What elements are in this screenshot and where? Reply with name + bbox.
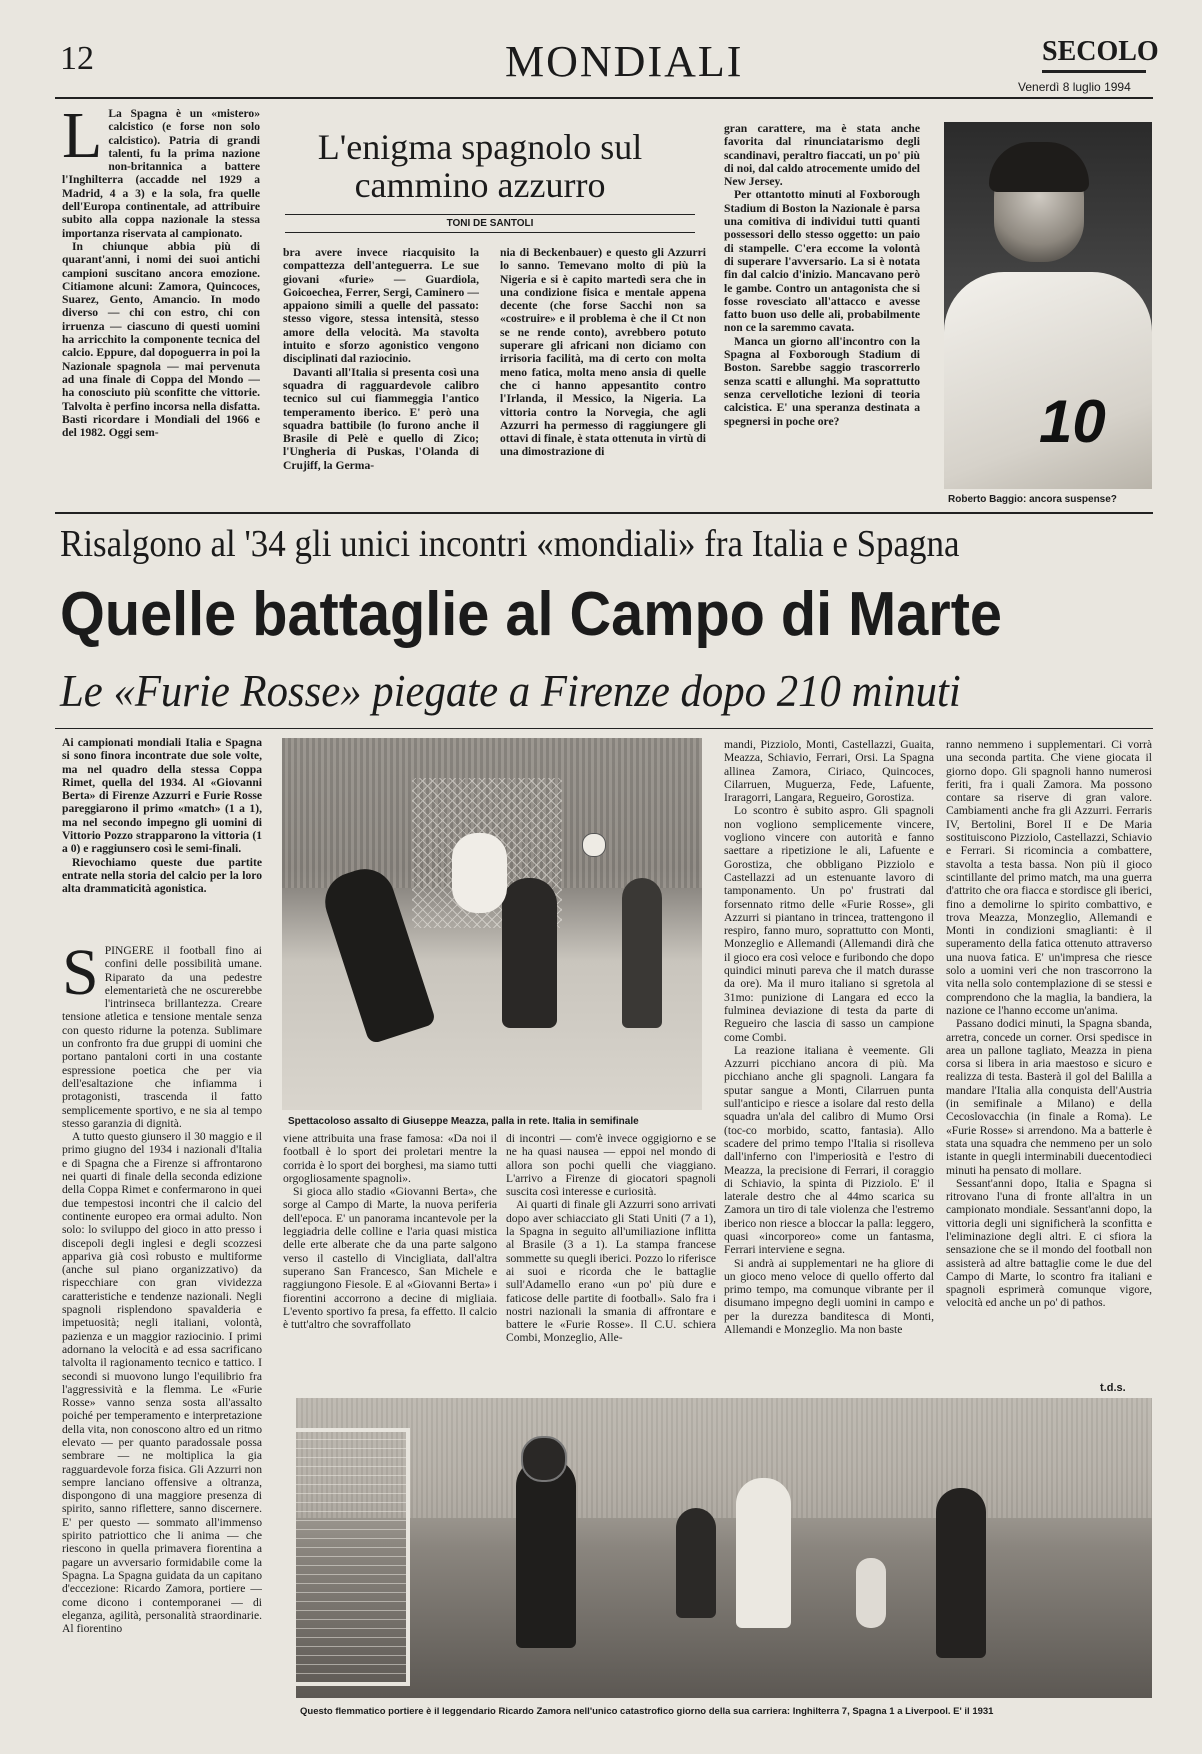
top-bottom-rule [55,512,1153,514]
stadium-crowd [296,1398,1152,1518]
main-col4-text-3: La reazione italiana è veemente. Gli Azzurri picchiano ancora di più. Ma picchiano anche gli spagnoli. Langara fa sputar sangue a Monti, Cilarruen punta sull'anticipo e riesce a isolare dal resto della squadra un'ala del calibro di Mumo Orsi (toc-co morbido, scatto, fantasia). Allo scadere del primo tempo l'Italia si risolleva dall'inferno con l'imperiosità e l'estro di Meazza, la precisione di Ferrari, il coraggio di Schiavio, la spinta di Pizziolo. E' il laterale destro che al 44mo scarica su Zamora un tiro di tale violenza che l'estremo iberico non riesce a bloccar la palla: leggero, quasi «incorporeo» come un fantasma, Ferrari interviene e segna. [724,1043,934,1257]
player-far-1 [856,1558,886,1628]
player-dark-3 [676,1508,716,1618]
main-col4 [724,738,934,1370]
main-col5-text-3: Sessant'anni dopo, Italia e Spagna si ritrovano l'una di fronte all'altra in un campionato mondiale. Sessant'anni dopo, la vittoria degli uni significherà la sconfitta e l'eliminazione degli altri. E ci sfiora la sensazione che se il mondo del football non assisterà ad altre battaglie come le due del Campo di Marte, lo scontro fra italiani e spagnoli esprimerà comunque vigore, velocità ed anche un po' di pathos. [946,1176,1152,1310]
section-title: MONDIALI [505,37,744,86]
shirt-number: 10 [1039,388,1106,455]
masthead-rule [55,97,1153,99]
goalkeeper-ball [521,1436,567,1482]
top-col3-text: nia di Beckenbauer) e questo gli Azzurri lo sanno. Temevano molto di più la Nigeria e si è capito martedì sera che in una condizione fisica e mentale appena decente (che forse Sacchi non sa «costruire» e il problema è che il Ct non se ne rende conto), avrebbero potuto superare gli africani non diciamo con irrisoria facilità, ma di certo con molta meno fatica, molta meno ansia di quelle che ci hanno appesantito contro l'Irlanda, il Messico, la Nigeria. La vittoria contro la Norvegia, che agli Azzurri ha permesso di raggiungere gli ottavi di finale, è stata ottenuta in virtù di una dimostrazione di [500,246,706,459]
main-col1-text-2: A tutto questo giunsero il 30 maggio e il primo giugno del 1934 i nazionali d'Italia e di Spagna che a Firenze si affrontarono nei quarti di finale della seconda edizione della Coppa Rimet e confermarono in quei due tempestosi incontri che il calcio del continente europeo era ormai adulto. Non solo: lo sviluppo del gioco in atto presso i discepoli degli inglesi e degli scozzesi appariva già così robusto e multiforme (anche sul piano organizzativo) da rispecchiare con gran vividezza caratteristiche e tendenze nazionali. Negli spagnoli risplendono spavalderia e impetuosità; negli italiani, volontà, pazienza e un maggior raziocinio. I primi adornano la velocità e ad essa sacrificano talvolta il ragionamento tecnico e tattico. I secondi si muovono lungo l'equilibrio fra l'aggressività e la flemma. Le «Furie Rosse» vanno senza sosta all'assalto poiché per temperamento e interpretazione della vita, non conoscono altro ed un ritmo elevato — per quanto paradossale possa sembrare — ne moltiplica la gia ragguardevole forza fisica. Gli Azzurri non sempre lanciano offensive a oltranza, dispongono di una maggiore presenza di spirito, sanno riflettere, sanno discernere. E' per questo — sommato all'immenso spirito patriottico che li anima — che riescono in quella primavera fiorentina a pagare un avversario formidabile come la Spagna. La Spagna guidata da un capitano d'eccezione: Ricardo Zamora, portiere — come dicono i contemporanei — di eleganza, agilità, personalità straordinarie. Al fiorentino [62,1130,262,1636]
player-hair [989,142,1089,192]
player-shirt [944,272,1152,489]
baggio-photo [944,122,1152,489]
player-dark-2 [502,878,557,1028]
top-lead-text: La Spagna è un «mistero» calcistico (e forse non solo calcistico). Patria di grandi talenti, fu la prima nazione non-britannica a battere l'Inghilterra (accadde nel 1929 a Madrid, 4 a 3) e la sola, fra quelle dell'Europa continentale, ad attribuire subito alla coppa nazionale la stessa importanza riservata al campionato. [62,107,260,240]
top-byline-rule [285,232,695,233]
baggio-caption: Roberto Baggio: ancora suspense? [948,494,1117,505]
main-col2-text-2: Si gioca allo stadio «Giovanni Berta», che sorge al Campo di Marte, la nuova periferia dell'epoca. E' un panorama incantevole per la leggiadria delle colline e l'aria quasi mistica delle erte alberate che da una parte salgono verso il castello di Vincigliata, dall'altra superano San Francesco, San Michele e raggiungono Fiesole. E al «Giovanni Berta» i fiorentini accorrono a decine di migliaia. L'evento sportivo fa presa, fa effetto. Il calcio è tutt'altro che sovraffollato [283,1185,497,1332]
main-intro-text-2: Rievochiamo queste due partite entrate nella storia del calcio per la loro alta drammaticità agonistica. [62,855,262,896]
paper-name: SECOLO [1042,36,1159,67]
main-col3-text-2: Ai quarti di finale gli Azzurri sono arrivati dopo aver schiacciato gli Stati Uniti (7 a 1), la Spagna in seguito all'umiliazione inflitta al Brasile (3 a 1). La stampa francese sommette su quegli iberici. Pozzo lo riferisce ai suoi e ricorda che le battaglie sull'Adamello erano «un po' più dure e faticose delle partite di football». Salo fra i nostri nazionali la smania di affrontare e battere le «Furie Rosse». Il C.U. schiera Combi, Monzeglio, Alle- [506,1198,716,1345]
zamora-photo [296,1398,1152,1698]
main-col4-text: mandi, Pizziolo, Monti, Castellazzi, Guaita, Meazza, Schiavio, Ferrari, Orsi. La Spagna allinea Zamora, Ciriaco, Quincoces, Cilarruen, Muguerza, Fede, Lafuente, Iraragorri, Langara, Regueiro, Gorostiza. [724,738,934,805]
player-far-2 [936,1488,986,1658]
main-dropcap: S [62,944,99,1009]
main-col5 [946,738,1152,1378]
player-white-2 [736,1478,791,1628]
main-col1 [62,944,262,1722]
goal-frame [296,1428,410,1686]
top-headline-rule [285,214,695,215]
top-col2-text: bra avere invece riacquisito la compattezza dell'anteguerra. Le sue giovani «furie» — Guardiola, Goicoechea, Ferrer, Sergi, Caminero — appaiono simili a quelle del passato: stesso vigore, stessa intensità, stesso amore della velocità. Ma stavolta intuito e sforzo agonistico vengono disciplinati dal raziocinio. [283,246,479,366]
main-col2-text: viene attribuita una frase famosa: «Da noi il football è lo sport dei proletari mentre la corrida è lo sport dei borghesi, ma siamo tutti orgogliosamente spagnoli». [283,1132,497,1185]
main-col5-text: ranno nemmeno i supplementari. Ci vorrà una seconda partita. Che viene giocata il giorno dopo. Gli spagnoli hanno numerosi feriti, fra i quali Zamora. Ma possono contare sa riserve di gran valore. Cambiamenti anche fra gli Azzurri. Ferraris IV, Bertolini, Borel II e De Maria sostituiscono Pizziolo, Castellazzi, Schiavio e Ferrari. Si ricomincia a combattere, stavolta a testa bassa. Non più il gioco scintillante del primo match, ma una guerra d'attrito che ora fiacca e stordisce gli iberici, fino a demolirne lo spirito combattivo, e trova Meazza, Monzeglio, Allemandi e Monti in condizioni smaglianti: è il superamento della fatica ottenuto attraverso una nuova fatica. E' un'impresa che riesce solo a uomini veri che non trascorrono la vita nella solo contemplazione di se stessi e comprendono che la maglia, la bandiera, la nazione ce l'hanno eccome un'anima. [946,738,1152,1017]
main-col3 [506,1132,716,1370]
ball [582,833,606,857]
top-dropcap: L [62,107,103,172]
top-article-col2 [283,246,479,505]
issue-date: Venerdì 8 luglio 1994 [1018,80,1131,94]
top-article-col3 [500,246,706,505]
meazza-photo [282,738,702,1110]
top-col4-text-2: Per ottantotto minuti al Foxborough Stadium di Boston la Nazionale è parsa una comitiva di individui tutti quanti possessori dello stesso oggetto: un paio di stampelle. C'era eccome la volontà di superare l'avversario. La si è notata fin dal calcio d'inizio. Mancavano però le gambe. Contro un antagonista che si fosse rovesciato all'attacco e avesse fatto buon uso delle ali, probabilmente non ce la saremmo cavata. [724,188,920,335]
main-subhead-rule [55,728,1153,729]
player-white [452,833,507,913]
main-col5-text-2: Passano dodici minuti, la Spagna sbanda, arretra, concede un corner. Orsi spedisce in area un pallone tagliato, Meazza in piena corsa si libera in aria maestoso e sicuro e realizza di testa. Basterà il gol del Balilla a mandare l'Italia alla conquista dell'Austria (in semifinale a Milano) e della Cecoslovacchia (in finale a Roma). Le «Furie Rosse» si arrendono. Ma a batterle è stata una squadra che nemmeno per un solo istante in quegli interminabili duecentodieci minuti ha pensato di mollare. [946,1017,1152,1177]
top-article-col4 [724,122,920,505]
page-number: 12 [60,40,94,77]
main-headline: Quelle battaglie al Campo di Marte [60,580,1002,649]
main-col4-text-4: Si andrà ai supplementari ne ha gliore di un gioco meno veloce di quello offerto dal primo tempo, ma comunque vibrante per il disumano impegno degli uomini in campo e per la durezza banditesca di Monti, Allemandi e Monzeglio. Ma non baste [724,1256,934,1337]
top-byline: TONI DE SANTOLI [446,218,534,229]
goalkeeper [516,1458,576,1648]
meazza-caption: Spettacoloso assalto di Giuseppe Meazza, palla in rete. Italia in semifinale [288,1116,639,1127]
main-kicker: Risalgono al '34 gli unici incontri «mondiali» fra Italia e Spagna [60,523,960,565]
top-col4-text: gran carattere, ma è stata anche favorita dal rinunciatarismo degli scandinavi, peraltro fiaccati, un po' più di noi, dal caldo atrocemente umido del New Jersey. [724,122,920,189]
zamora-caption: Questo flemmatico portiere è il leggendario Ricardo Zamora nell'unico catastrofico giorno della sua carriera: Inghilterra 7, Spagna 1 a Liverpool. E' il 1931 [300,1706,994,1717]
main-col4-text-2: Lo scontro è subito aspro. Gli spagnoli non vogliono semplicemente vincere, vogliono vincere con autorità e fanno saettare a ripetizione le ali, Lafuente e Gorostiza, che obbligano Pizziolo e Castellazzi ad un estenuante lavoro di tamponamento. Un po' frustrati dal forsennato ritmo delle «Furie Rosse», gli Azzurri si piantano in trincea, trattengono il respiro, fanno muro, soprattutto con Monti, Monzeglio e Allemandi (Allemandi dirà che il gioco era così veloce e furibondo che dopo quindici minuti pareva che il match durasse da ore). Ma il muro italiano si sgretola al 31mo: punizione di Langara ed ecco la fulminea deviazione di testa da parte di Regueiro che lascia di sasso un campione come Combi. [724,804,934,1044]
masthead-mini-rule [1042,70,1146,73]
top-col2-text-2: Davanti all'Italia si presenta così una squadra di ragguardevole calibro tecnico sul cui fiammeggia l'antico temperamento iberico. E' però una squadra battibile (lo furono anche il Brasile di Pelè e quello di Zico; l'Ungheria di Puskas, l'Olanda di Crujiff, la Germa- [283,365,479,472]
article-signature: t.d.s. [1100,1382,1126,1394]
main-col2 [283,1132,497,1370]
main-col3-text: di incontri — com'è invece oggigiorno e se ne ha quasi nausea — eppoi nel mondo di allora son pochi quelli che viaggiano. L'arrivo a Firenze di giocatori spagnoli suscita così interesse e curiosità. [506,1132,716,1199]
main-intro [62,736,262,936]
top-article-col1 [62,107,260,505]
main-subhead: Le «Furie Rosse» piegate a Firenze dopo 210 minuti [60,666,961,716]
player-right [622,878,662,1028]
top-lead-text-2: In chiunque abbia più di quarant'anni, i nomi dei suoi antichi campioni suscitano ancora emozione. Citiamone alcuni: Zamora, Quincoces, Suarez, Gento, Amancio. In modo diverso — chi con estro, chi con irruenza — ciascuno di questi uomini ha arricchito la componente tecnica del calcio. Eppure, dal dopoguerra in poi la Nazionale spagnola — mai pervenuta ad una finale di Coppa del Mondo — ha conosciuto più sconfitte che vittorie. Talvolta è perfino incorsa nella disfatta. Basti ricordare i Mondiali del 1966 e del 1982. Oggi sem- [62,239,260,440]
main-intro-text: Ai campionati mondiali Italia e Spagna si sono finora incontrate due sole volte, ma nel quadro della stessa Coppa Rimet, quella del 1934. Al «Giovanni Berta» di Firenze Azzurri e Furie Rosse pareggiarono il primo «match» (1 a 1), ma nel secondo impegno gli uomini di Vittorio Pozzo strapparono la vittoria (1 a 0) e raggiunsero così le semi-finali. [62,736,262,856]
top-col4-text-3: Manca un giorno all'incontro con la Spagna al Foxborough Stadium di Boston. Sarebbe saggio trascorrerlo senza scatti e allunghi. Ma soprattutto senza cervellotiche lezioni di teoria calcistica. E' una speranza destinata a spegnersi in poche ore? [724,334,920,428]
top-headline: L'enigma spagnolo sul cammino azzurro [317,127,643,205]
main-col1-text: PINGERE il football fino ai confini delle possibilità umane. Riparato da una pedestre elementarietà che ne oscurerebbe l'intrinseca brillantezza. Creare tensione atletica e tensione mentale senza con questo ridurne la potenza. Sublimare un confronto fra due gruppi di uomini che portano pantaloni corti in una costante espressione poetica che per via dell'esaltazione che infiamma i protagonisti, trascenda il fatto semplicemente sportivo, e ne sia al tempo stesso garanzia di dignità. [62,944,262,1130]
